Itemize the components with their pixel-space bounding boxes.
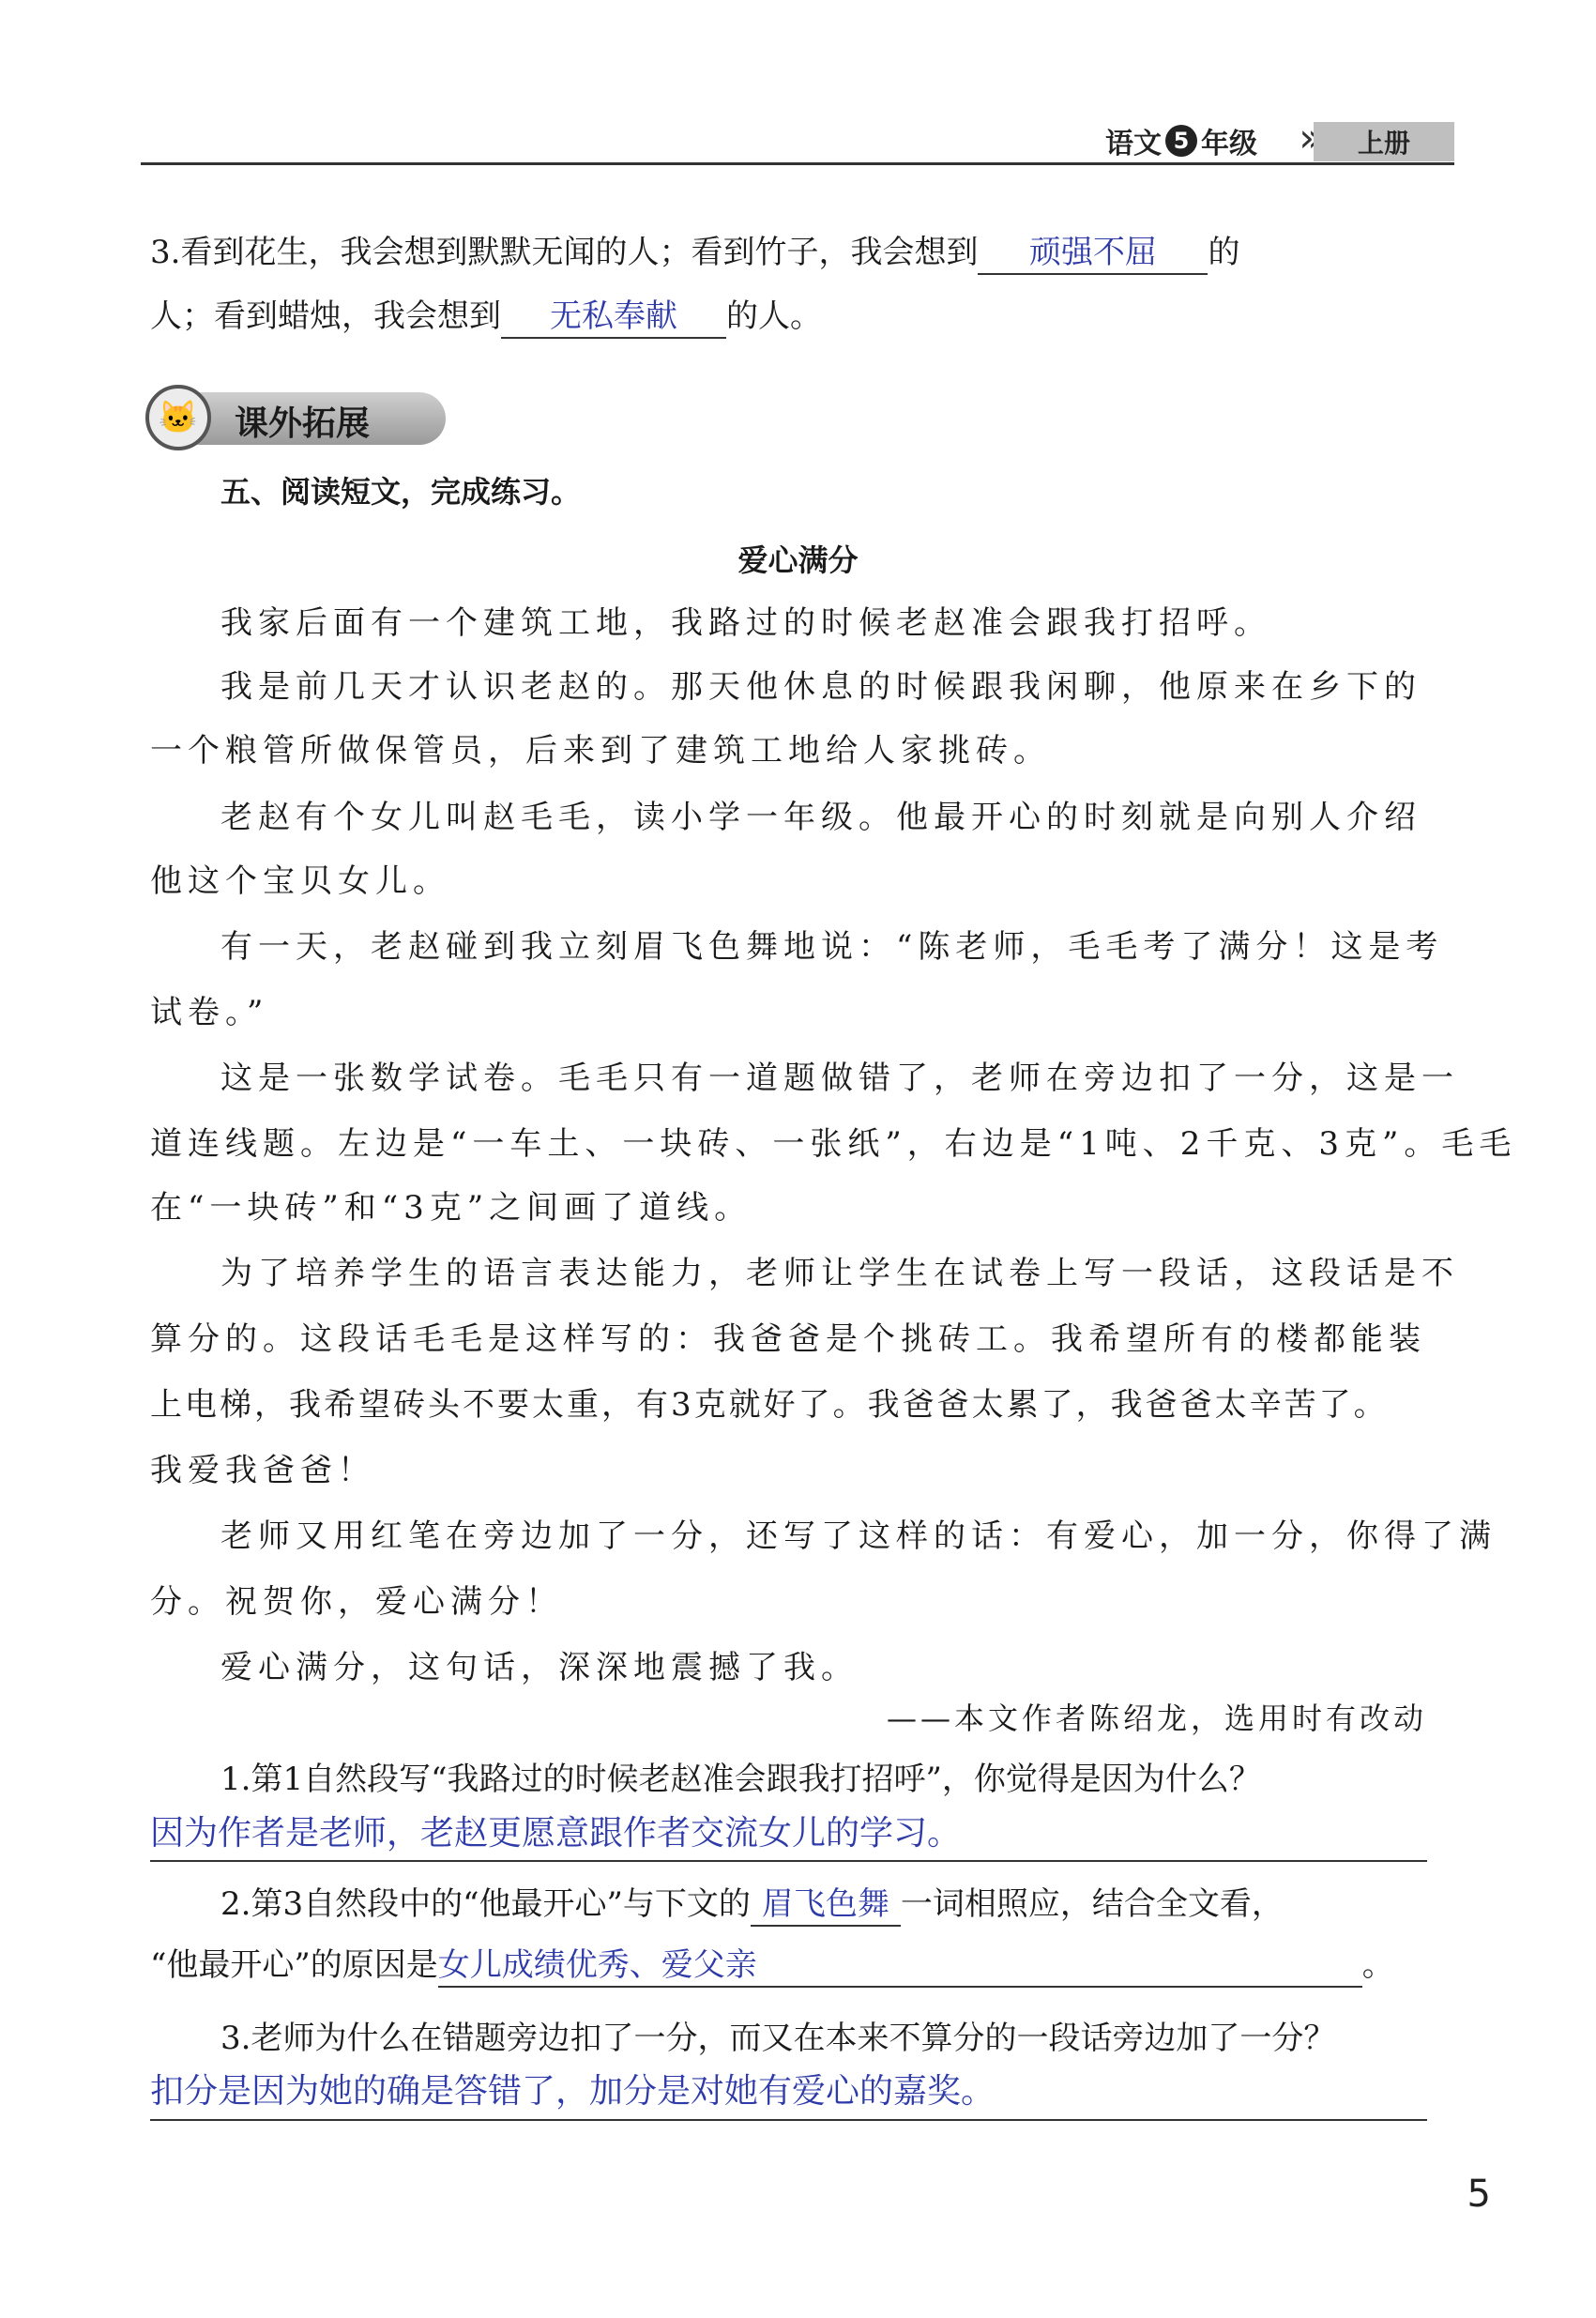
q2-text2: 一词相照应，结合全文看， — [900, 1885, 1284, 1923]
q3-top-text3: 人；看到蜡烛，我会想到 — [150, 297, 501, 335]
article-line: 我是前几天才认识老赵的。那天他休息的时候跟我闲聊，他原来在乡下的 — [220, 668, 1421, 706]
q2-answer-blank: 女儿成绩优秀、爱父亲 — [438, 1944, 1362, 1988]
page-number: 5 — [1467, 2173, 1491, 2216]
grade-number-badge: 5 — [1165, 125, 1197, 157]
article-line: 上电梯，我希望砖头不要太重，有3克就好了。我爸爸太累了，我爸爸太辛苦了。 — [150, 1386, 1389, 1424]
question-3: 3.老师为什么在错题旁边扣了一分，而又在本来不算分的一段话旁边加了一分？ — [220, 2020, 1336, 2057]
article-line: 分。祝贺你，爱心满分！ — [150, 1583, 563, 1621]
question-2-line2 — [150, 1943, 1427, 1988]
header-divider — [141, 162, 1454, 165]
article-line: 老师又用红笔在旁边加了一分，还写了这样的话：有爱心，加一分，你得了满 — [220, 1517, 1497, 1555]
subject-grade-label — [1105, 120, 1257, 161]
volume-tab: 上册 — [1314, 122, 1454, 161]
q3-top-blank1: 顽强不屈 — [978, 232, 1208, 275]
section-badge — [145, 385, 446, 450]
double-chevron-icon: » — [1299, 114, 1314, 160]
q2-end: 。 — [1361, 1946, 1394, 1984]
q3-top-text1: 3.看到花生，我会想到默默无闻的人；看到竹子，我会想到 — [150, 234, 979, 271]
article-line: 算分的。这段话毛毛是这样写的：我爸爸是个挑砖工。我希望所有的楼都能装 — [150, 1320, 1426, 1358]
article-line: 一个粮管所做保管员，后来到了建筑工地给人家挑砖。 — [150, 732, 1051, 770]
answer-1: 因为作者是老师，老赵更愿意跟作者交流女儿的学习。 — [150, 1814, 962, 1853]
page-header — [141, 113, 1454, 165]
answer-line-3 — [150, 2119, 1427, 2121]
article-title: 爱心满分 — [737, 542, 859, 578]
subject-text: 语文 — [1105, 128, 1162, 160]
answer-3: 扣分是因为她的确是答错了，加分是对她有爱心的嘉奖。 — [150, 2072, 996, 2111]
q3-top-line1 — [150, 230, 1427, 275]
article-line: 我爱我爸爸！ — [150, 1452, 375, 1489]
article-source: ——本文作者陈绍龙，选用时有改动 — [886, 1700, 1427, 1736]
section-title: 课外拓展 — [235, 404, 371, 443]
article-line: 为了培养学生的语言表达能力，老师让学生在试卷上写一段话，这段话是不 — [220, 1255, 1459, 1292]
q3-top-text2: 的 — [1208, 234, 1240, 271]
cat-face-icon: 🐱 — [145, 385, 211, 450]
article-line: 道连线题。左边是“一车土、一块砖、一张纸”，右边是“1吨、2千克、3克”。毛毛 — [150, 1125, 1517, 1163]
exercise-heading: 五、阅读短文，完成练习。 — [220, 474, 582, 510]
question-2-line1 — [220, 1882, 1427, 1927]
q3-top-line2 — [150, 294, 1427, 339]
article-line: 有一天，老赵碰到我立刻眉飞色舞地说：“陈老师，毛毛考了满分！这是考 — [220, 928, 1444, 966]
article-line: 试卷。” — [150, 994, 269, 1031]
article-line: 在“一块砖”和“3克”之间画了道线。 — [150, 1189, 752, 1227]
q2-blank: 眉飞色舞 — [751, 1883, 901, 1927]
article-line: 这是一张数学试卷。毛毛只有一道题做错了，老师在旁边扣了一分，这是一 — [220, 1060, 1459, 1097]
q2-text3: “他最开心”的原因是 — [150, 1946, 438, 1984]
article-line: 老赵有个女儿叫赵毛毛，读小学一年级。他最开心的时刻就是向别人介绍 — [220, 799, 1421, 836]
article-line: 爱心满分，这句话，深深地震撼了我。 — [220, 1649, 859, 1686]
grade-text: 年级 — [1201, 128, 1257, 160]
q2-text1: 2.第3自然段中的“他最开心”与下文的 — [220, 1885, 751, 1923]
article-line: 他这个宝贝女儿。 — [150, 862, 450, 900]
q3-top-text4: 的人。 — [726, 297, 822, 335]
question-1: 1.第1自然段写“我路过的时候老赵准会跟我打招呼”，你觉得是因为什么？ — [220, 1761, 1261, 1798]
article-line: 我家后面有一个建筑工地，我路过的时候老赵准会跟我打招呼。 — [220, 604, 1271, 642]
q3-top-blank2: 无私奉献 — [501, 296, 726, 339]
answer-line-1 — [150, 1860, 1427, 1862]
